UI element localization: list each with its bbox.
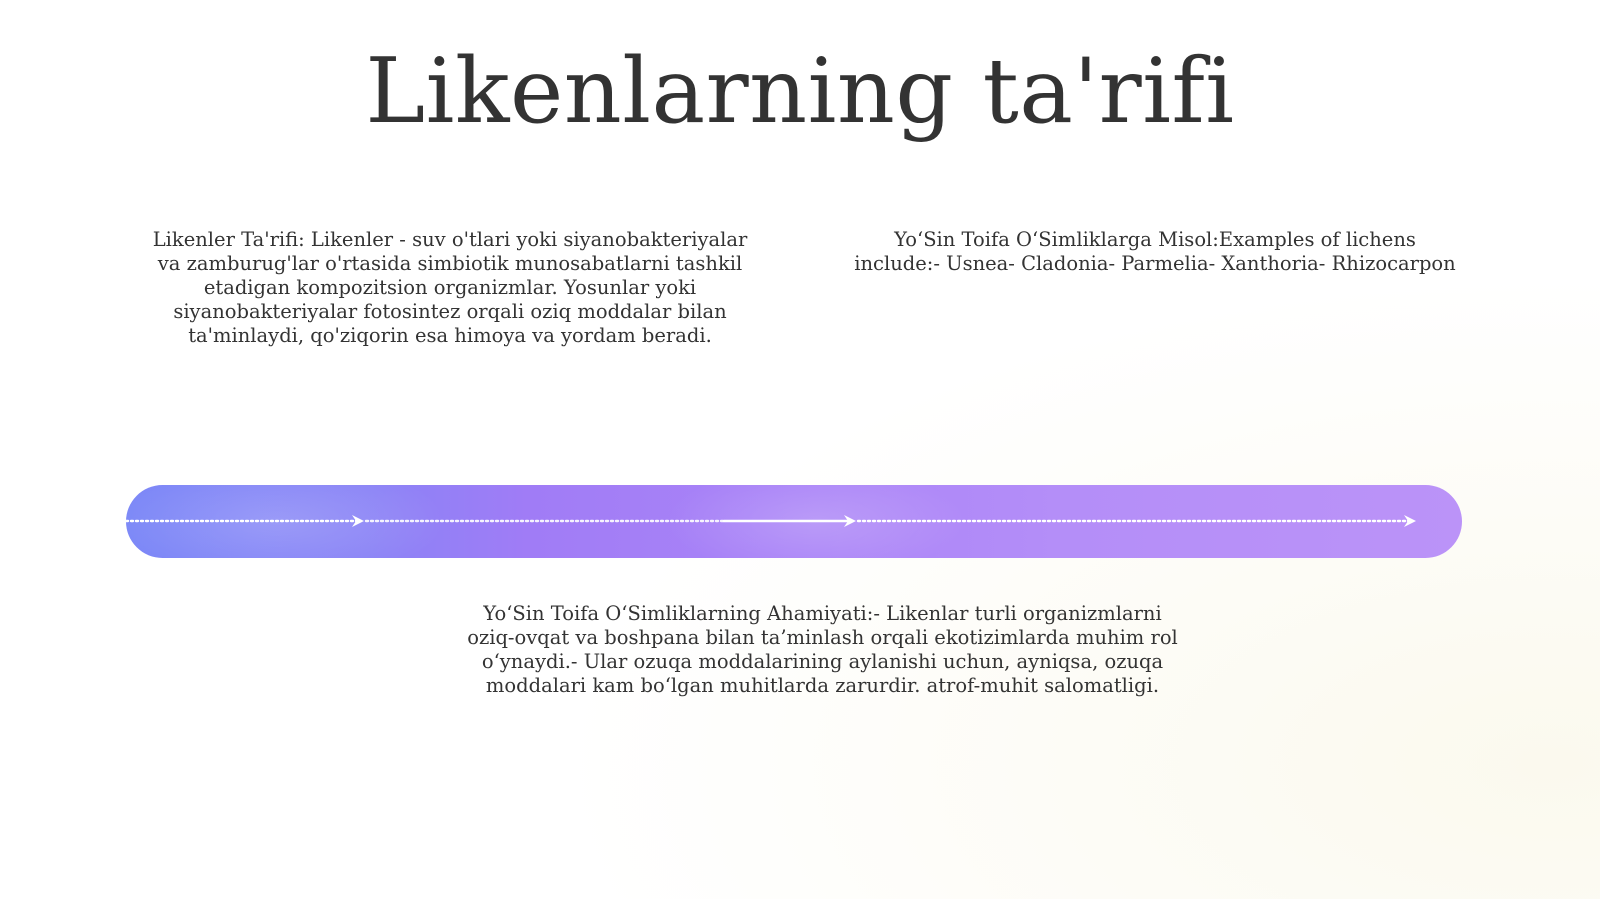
definition-text: Likenler Ta'rifi: Likenler - suv o'tlari yoki siyanobakteriyalar va zamburug'lar o'rtasida simbiotik munosabatlarni tashkil etadigan kompozitsion organizmlar. Yosunlar yoki siyanobakteriyalar fotosintez orqali oziq moddalar bilan ta'minlaydi, qo'ziqorin esa himoya va yordam beradi.: [152, 228, 748, 347]
timeline-bar: [126, 485, 1462, 558]
timeline-arrows: [126, 485, 1462, 558]
importance-text: Yo‘Sin Toifa O‘Simliklarning Ahamiyati:- Likenlar turli organizmlarni oziq-ovqat va boshpana bilan ta’minlash orqali ekotizimlarda muhim rol o‘ynaydi.- Ular ozuqa moddalarining aylanishi uchun, ayniqsa, ozuqa moddalari kam bo‘lgan muhitlarda zarurdir. atrof-muhit salomatligi.: [467, 602, 1178, 697]
slide-title: Likenlarning ta'rifi: [365, 39, 1235, 144]
examples-text: Yo‘Sin Toifa O‘Simliklarga Misol:Examples of lichens include:- Usnea- Cladonia- Parmelia- Xanthoria- Rhizocarpon: [854, 228, 1456, 275]
